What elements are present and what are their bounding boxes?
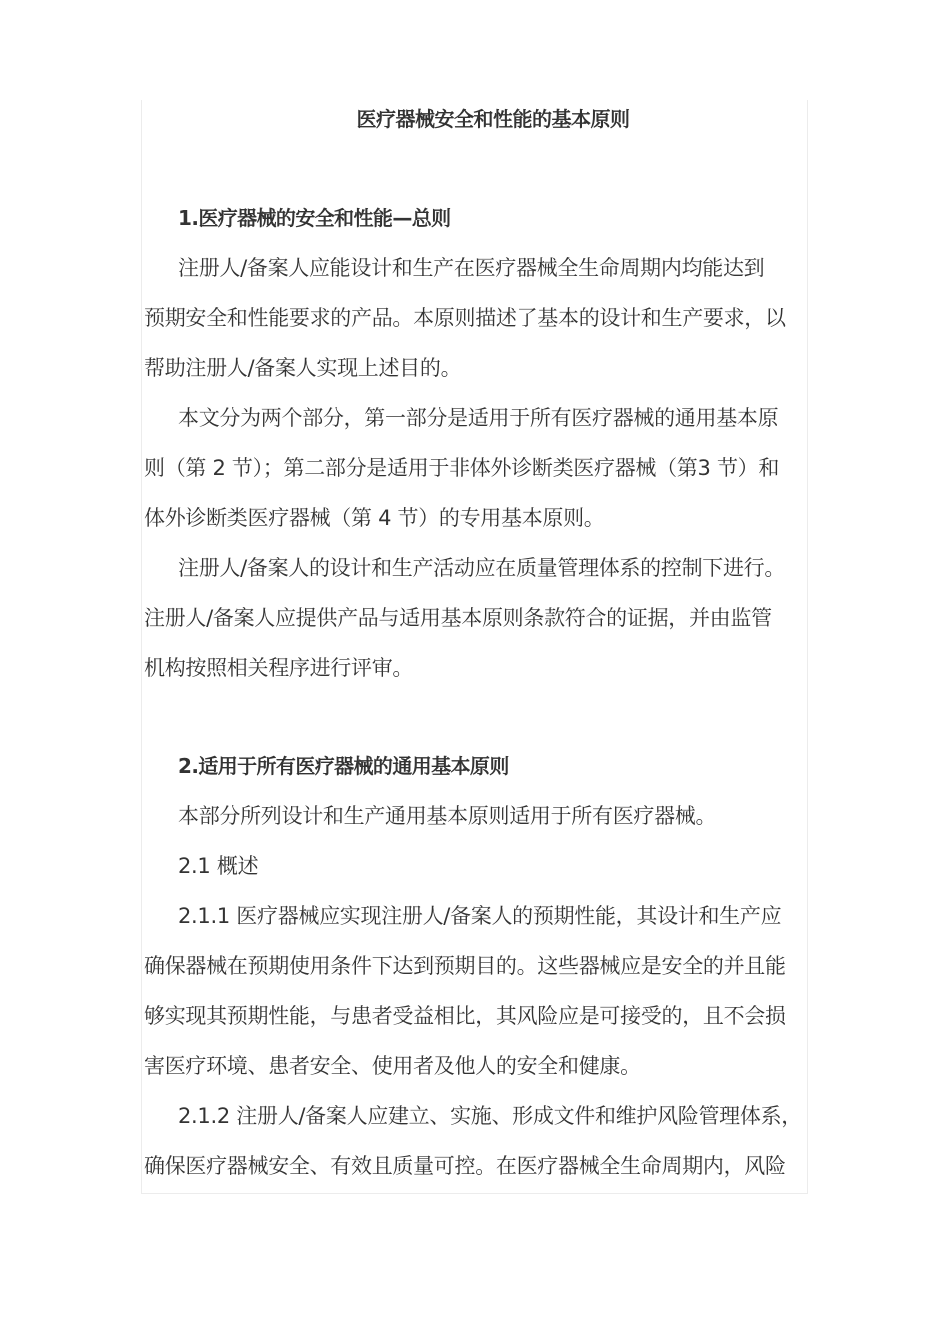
paragraph-line: 注册人/备案人应提供产品与适用基本原则条款符合的证据，并由监管 [144,606,772,630]
paragraph-line: 预期安全和性能要求的产品。本原则描述了基本的设计和生产要求，以 [144,306,786,330]
paragraph-line: 2.1.2 注册人/备案人应建立、实施、形成文件和维护风险管理体系， [178,1104,802,1128]
subsection-heading: 2.1 概述 [178,854,259,878]
paragraph-line: 注册人/备案人应能设计和生产在医疗器械全生命周期内均能达到 [178,256,765,280]
document-title: 医疗器械安全和性能的基本原则 [356,107,630,131]
paragraph-line: 2.1.1 医疗器械应实现注册人/备案人的预期性能，其设计和生产应 [178,904,782,928]
section-1-heading: 1.医疗器械的安全和性能—总则 [178,206,451,230]
paragraph-line: 体外诊断类医疗器械（第 4 节）的专用基本原则。 [144,506,605,530]
paragraph-line: 害医疗环境、患者安全、使用者及他人的安全和健康。 [144,1054,641,1078]
paragraph-line: 本部分所列设计和生产通用基本原则适用于所有医疗器械。 [178,804,717,828]
section-2-heading: 2.适用于所有医疗器械的通用基本原则 [178,754,509,778]
paragraph-line: 本文分为两个部分，第一部分是适用于所有医疗器械的通用基本原 [178,406,779,430]
paragraph-line: 注册人/备案人的设计和生产活动应在质量管理体系的控制下进行。 [178,556,786,580]
paragraph-line: 够实现其预期性能，与患者受益相比，其风险应是可接受的，且不会损 [144,1004,786,1028]
paragraph-line: 确保器械在预期使用条件下达到预期目的。这些器械应是安全的并且能 [144,954,786,978]
paragraph-line: 则（第 2 节）；第二部分是适用于非体外诊断类医疗器械（第3 节）和 [144,456,780,480]
paragraph-line: 帮助注册人/备案人实现上述目的。 [144,356,462,380]
paragraph-line: 确保医疗器械安全、有效且质量可控。在医疗器械全生命周期内，风险 [144,1154,786,1178]
paragraph-line: 机构按照相关程序进行评审。 [144,656,414,680]
